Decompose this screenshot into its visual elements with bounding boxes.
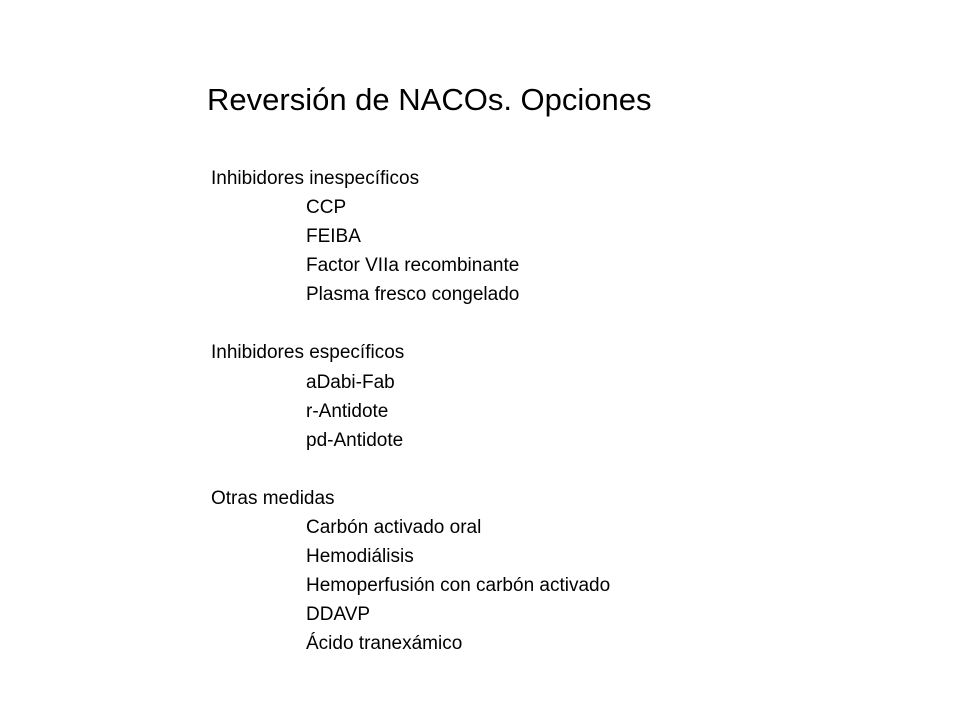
section-otras-medidas <box>211 484 610 659</box>
list-item: Carbón activado oral <box>306 516 482 538</box>
list-item: Ácido tranexámico <box>306 633 463 655</box>
item-list <box>211 193 610 309</box>
section-heading: Inhibidores específicos <box>211 342 405 364</box>
section-inhibidores-inespecificos <box>211 164 610 309</box>
item-list <box>211 368 610 455</box>
list-item: r-Antidote <box>306 400 389 422</box>
list-item: CCP <box>306 197 347 219</box>
item-list <box>211 513 610 658</box>
section-heading: Otras medidas <box>211 487 335 509</box>
list-item: Factor VIIa recombinante <box>306 255 520 277</box>
list-item: Hemoperfusión con carbón activado <box>306 575 611 597</box>
slide-title: Reversión de NACOs. Opciones <box>207 82 652 117</box>
section-inhibidores-especificos <box>211 338 610 454</box>
list-item: aDabi-Fab <box>306 371 395 393</box>
list-item: DDAVP <box>306 604 371 626</box>
list-item: pd-Antidote <box>306 429 404 451</box>
slide-content <box>211 164 610 658</box>
list-item: FEIBA <box>306 226 361 248</box>
section-heading: Inhibidores inespecíficos <box>211 168 420 189</box>
list-item: Plasma fresco congelado <box>306 284 520 306</box>
list-item: Hemodiálisis <box>306 546 414 568</box>
